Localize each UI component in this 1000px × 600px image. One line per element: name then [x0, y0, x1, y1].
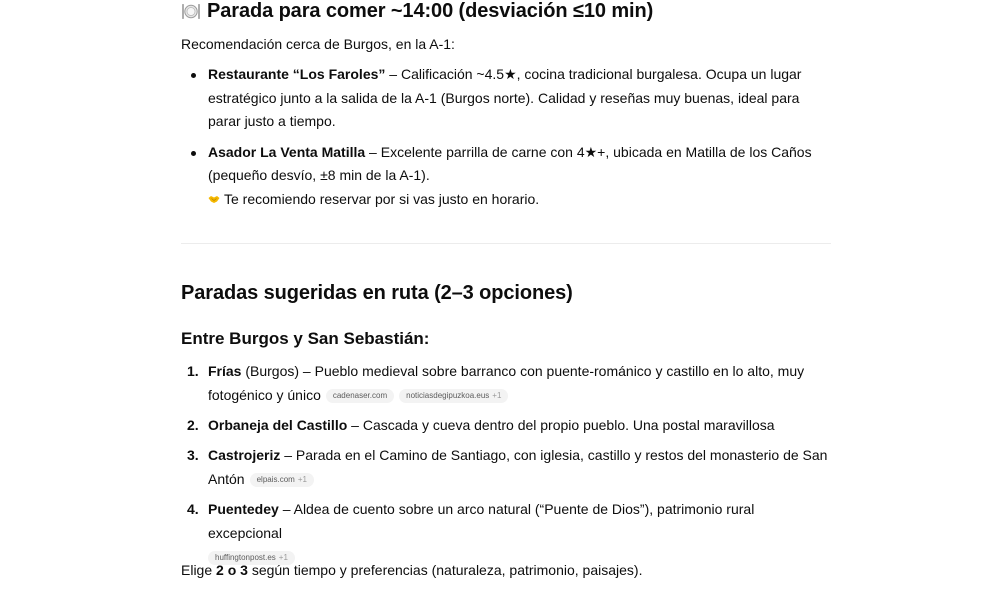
list-item: [181, 497, 831, 569]
source-extra-count: +1: [492, 391, 502, 400]
stop-description: – Parada en el Camino de Santiago, con iglesia, castillo y restos del monasterio de San Antón: [208, 447, 828, 487]
stop-suffix: (Burgos): [241, 363, 300, 379]
item-number: 3.: [187, 447, 199, 463]
list-item: [181, 413, 831, 437]
lunch-title: Parada para comer ~14:00 (desviación ≤10 min): [207, 0, 654, 22]
source-chip[interactable]: [399, 389, 508, 403]
closing-post: según tiempo y preferencias (naturaleza, patrimonio, paisajes).: [247, 562, 643, 578]
list-item: [181, 141, 831, 212]
stops-list: [181, 359, 831, 569]
item-number: 1.: [187, 363, 199, 379]
list-item: [181, 443, 831, 491]
stop-description: – Pueblo medieval sobre barranco con puente-románico y castillo en lo alto, muy fotogénico y único: [208, 363, 805, 403]
list-item: [181, 63, 831, 134]
restaurant-name: Asador La Venta Matilla: [208, 143, 366, 160]
closing-text: [181, 560, 642, 580]
stop-description: – Aldea de cuento sobre un arco natural (“Puente de Dios”), patrimonio rural excepcional: [208, 501, 755, 541]
item-number: 2.: [187, 417, 199, 433]
list-item: [181, 359, 831, 407]
divider: [181, 243, 831, 244]
source-chip-label: noticiasdegipuzkoa.eus: [406, 391, 490, 400]
stops-subheading: Entre Burgos y San Sebastián:: [181, 329, 430, 348]
closing-pre: Elige: [181, 562, 217, 578]
closing-bold: 2 o 3: [216, 562, 248, 578]
stop-name: Frías: [208, 363, 242, 379]
stops-heading: Paradas sugeridas en ruta (2–3 opciones): [181, 282, 573, 304]
stop-description: – Cascada y cueva dentro del propio pueblo. Una postal maravillosa: [347, 417, 775, 433]
lunch-list: [181, 63, 831, 211]
stop-name: Orbaneja del Castillo: [208, 417, 348, 433]
plate-cutlery-icon: [181, 1, 201, 21]
restaurant-description: – Calificación ~4.5★, cocina tradicional burgalesa. Ocupa un lugar estratégico junto a la salida de la A-1 (Burgos norte). Calidad y reseñas muy buenas, ideal para parar justo a tiempo.: [208, 66, 802, 129]
source-extra-count: +1: [278, 553, 288, 562]
lunch-intro: Recomendación cerca de Burgos, en la A-1:: [181, 36, 455, 52]
source-extra-count: +1: [297, 475, 307, 484]
handshake-icon: [208, 193, 220, 205]
stop-name: Puentedey: [208, 501, 279, 517]
restaurant-name: Restaurante “Los Faroles”: [208, 66, 386, 82]
source-chip[interactable]: [250, 473, 314, 487]
item-number: 4.: [187, 501, 199, 517]
stop-name: Castrojeriz: [208, 447, 281, 463]
source-chip[interactable]: cadenaser.com: [326, 389, 394, 403]
reservation-tip: Te recomiendo reservar por si vas justo en horario.: [224, 190, 540, 207]
restaurant-description: – Excelente parrilla de carne con 4★+, ubicada en Matilla de los Caños (pequeño desvío, ±8 min de la A-1).: [208, 143, 812, 183]
source-chip-label: huffingtonpost.es: [215, 553, 276, 562]
lunch-heading: [181, 0, 831, 22]
source-chip-label: elpais.com: [256, 475, 295, 484]
